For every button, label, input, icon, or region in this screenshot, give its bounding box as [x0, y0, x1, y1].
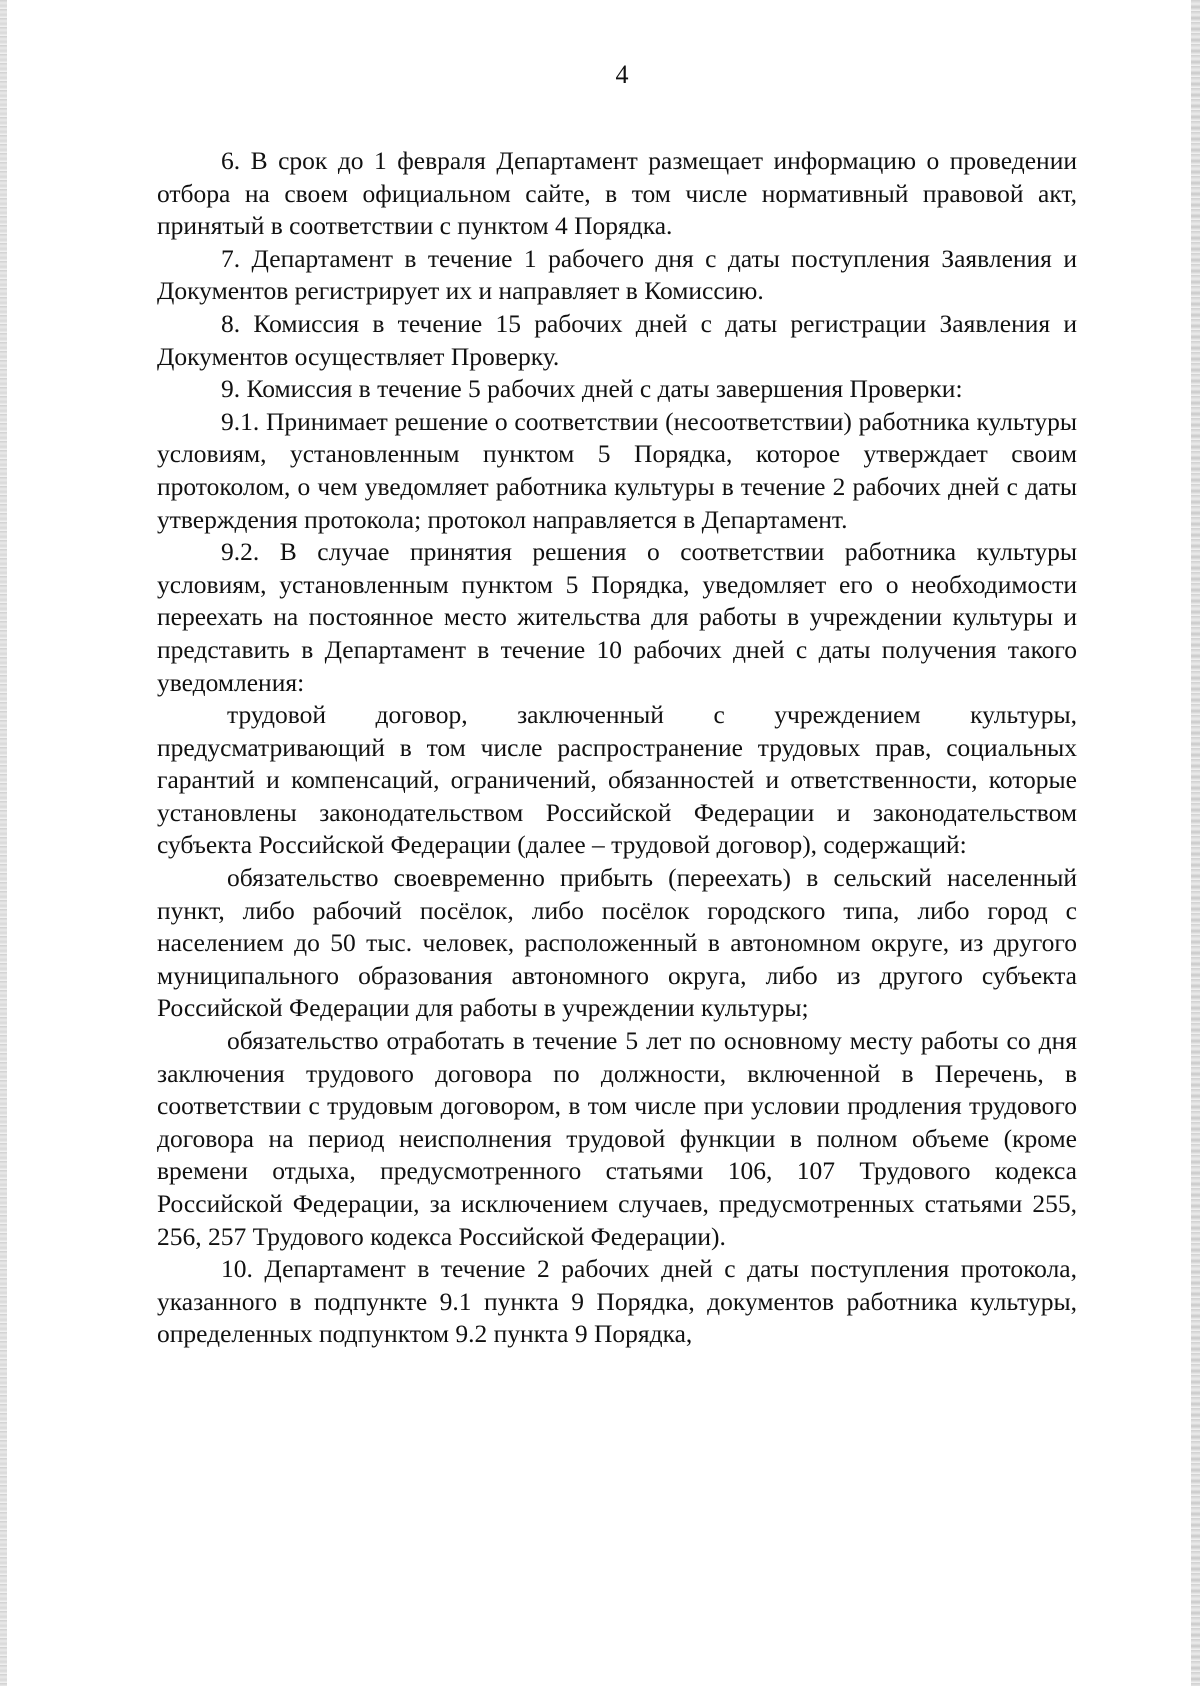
- paragraph-8: 8. Комиссия в течение 15 рабочих дней с даты регистрации Заявления и Документов осуществляет Проверку.: [157, 308, 1077, 371]
- scan-edge-right: [1191, 0, 1200, 1686]
- scan-edge-left: [0, 0, 7, 1686]
- page-number: 4: [615, 60, 629, 89]
- paragraph-obligation-work: обязательство отработать в течение 5 лет по основному месту работы со дня заключения трудового договора по должности, включенной в Перечень, в соответствии с трудовым договором, в том числе при условии продления трудового договора на период неисполнения трудовой функции в полном объеме (кроме времени отдыха, предусмотренного статьями 106, 107 Трудового кодекса Российской Федерации, за исключением случаев, предусмотренных статьями 255, 256, 257 Трудового кодекса Российской Федерации).: [157, 1026, 1077, 1251]
- paragraph-9-2: 9.2. В случае принятия решения о соответствии работника культуры условиям, установленным пунктом 5 Порядка, уведомляет его о необходимости переехать на постоянное место жительства для работы в учреждении культуры и представить в Департамент в течение 10 рабочих дней с даты получения такого уведомления:: [157, 537, 1077, 697]
- paragraph-9: 9. Комиссия в течение 5 рабочих дней с даты завершения Проверки:: [221, 374, 963, 404]
- paragraph-7: 7. Департамент в течение 1 рабочего дня с даты поступления Заявления и Документов регистрирует их и направляет в Комиссию.: [157, 243, 1077, 306]
- paragraph-obligation-arrive: обязательство своевременно прибыть (переехать) в сельский населенный пункт, либо рабочий посёлок, либо посёлок городского типа, либо город с населением до 50 тыс. человек, расположенный в автономном округе, из другого муниципального образования автономного округа, либо из другого субъекта Российской Федерации для работы в учреждении культуры;: [157, 863, 1077, 1023]
- document-page: [157, 60, 1077, 1351]
- paragraph-labor-contract: трудовой договор, заключенный с учреждением культуры, предусматривающий в том числе распространение трудовых прав, социальных гарантий и компенсаций, ограничений, обязанностей и ответственности, которые установлены законодательством Российской Федерации и законодательством субъекта Российской Федерации (далее – трудовой договор), содержащий:: [157, 700, 1077, 860]
- paragraph-10: 10. Департамент в течение 2 рабочих дней с даты поступления протокола, указанного в подпункте 9.1 пункта 9 Порядка, документов работника культуры, определенных подпунктом 9.2 пункта 9 Порядка,: [157, 1254, 1077, 1349]
- paragraph-6: 6. В срок до 1 февраля Департамент размещает информацию о проведении отбора на своем официальном сайте, в том числе нормативный правовой акт, принятый в соответствии с пунктом 4 Порядка.: [157, 146, 1077, 241]
- paragraph-9-1: 9.1. Принимает решение о соответствии (несоответствии) работника культуры условиям, установленным пунктом 5 Порядка, которое утверждает своим протоколом, о чем уведомляет работника культуры в течение 2 рабочих дней с даты утверждения протокола; протокол направляется в Департамент.: [157, 406, 1077, 534]
